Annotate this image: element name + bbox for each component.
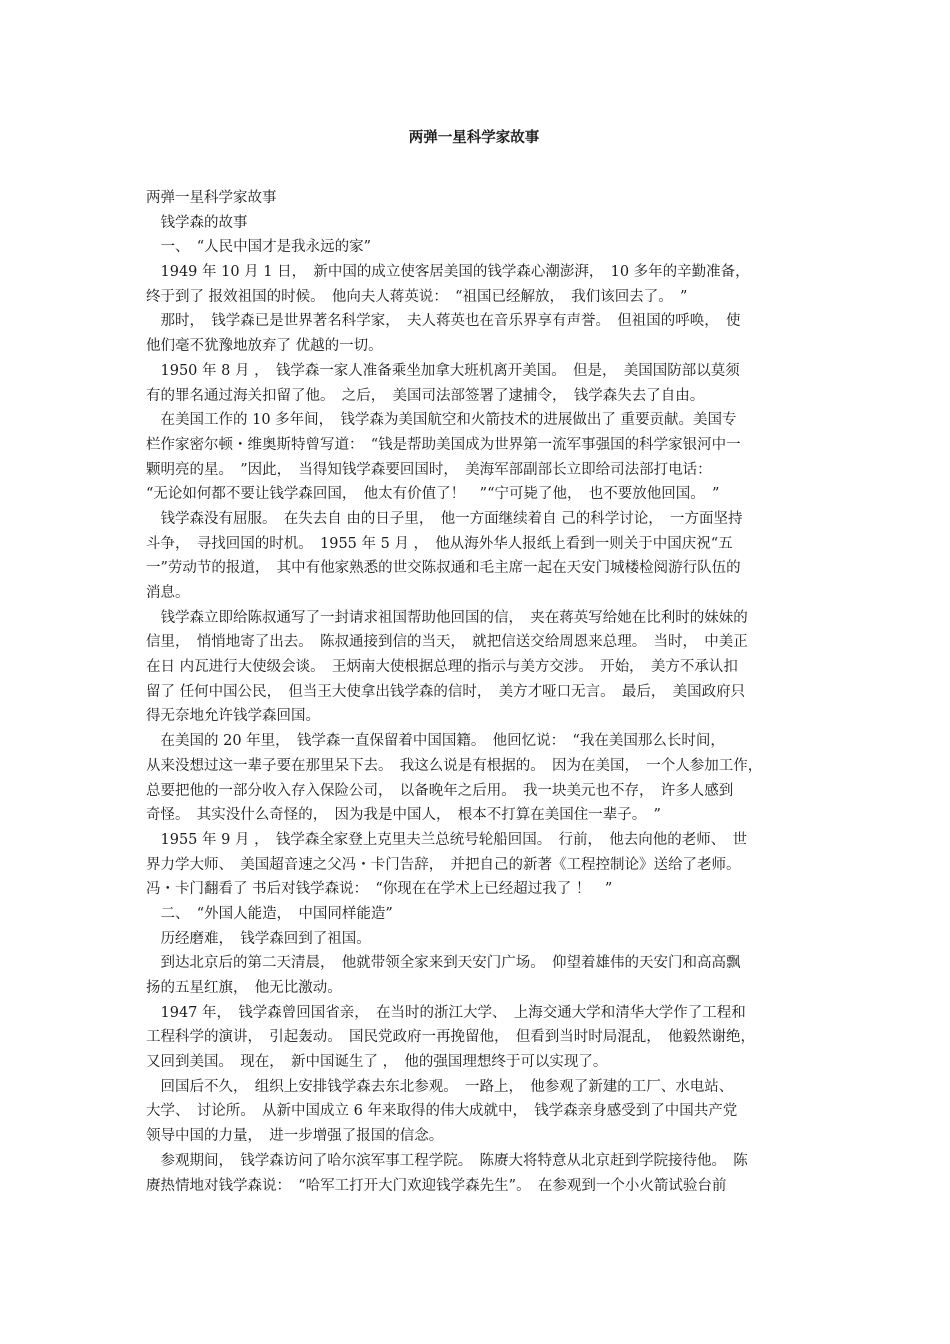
text-line: 1947 年， 钱学森曾回国省亲， 在当时的浙江大学、 上海交通大学和清华大学作了工程和 xyxy=(146,1004,746,1021)
text-line: 两弹一星科学家故事 xyxy=(146,190,277,206)
text-line: 总要把他的一部分收入存入保险公司， 以备晚年之后用。 我一块美元也不存， 许多人感到 xyxy=(146,782,734,799)
text-line: 扬的五星红旗， 他无比激动。 xyxy=(146,980,342,996)
text-line: 一”劳动节的报道， 其中有他家熟悉的世交陈叔通和毛主席一起在天安门城楼检阅游行队伍的 xyxy=(146,560,741,577)
text-line: 一、 “人民中国才是我永远的家” xyxy=(146,239,372,256)
text-line: 1949 年 10 月 1 日， 新中国的成立使客居美国的钱学森心潮澎湃， 10 多年的辛勤准备， xyxy=(146,264,750,281)
text-line: 钱学森没有屈服。 在失去自 由的日子里， 他一方面继续着自 己的科学讨论， 一方面坚持 xyxy=(146,510,743,527)
text-line: 颗明亮的星。 ”因此， 当得知钱学森要回国时， 美海军部副部长立即给司法部打电话： xyxy=(146,461,712,478)
text-line: 回国后不久， 组织上安排钱学森去东北参观。 一路上， 他参观了新建的工厂、水电站、 xyxy=(146,1078,734,1095)
text-line: 又回到美国。 现在， 新中国诞生了 ， 他的强国理想终于可以实现了。 xyxy=(146,1054,608,1071)
text-line: 参观期间， 钱学森访问了哈尔滨军事工程学院。 陈赓大将特意从北京赶到学院接待他。 陈 xyxy=(146,1152,748,1169)
text-line: 1955 年 9 月 ， 钱学森全家登上克里夫兰总统号轮船回国。 行前， 他去向他的老师、 世 xyxy=(146,831,748,848)
text-line: 在美国工作的 10 多年间， 钱学森为美国航空和火箭技术的进展做出了 重要贡献。美国专 xyxy=(146,412,737,429)
text-line: 消息。 xyxy=(146,585,190,601)
text-line: “无论如何都不要让钱学森回国， 他太有价值了！ ”“宁可毙了他， 也不要放他回国。 ” xyxy=(146,486,720,503)
text-line: 有的罪名通过海关扣留了他。 之后， 美国司法部签署了逮捕令， 钱学森失去了自由。 xyxy=(146,387,705,404)
text-line: 赓热情地对钱学森说： “哈军工打开大门欢迎钱学森先生”。 在参观到一个小火箭试验台前 xyxy=(146,1177,727,1194)
text-line: 奇怪。 其实没什么奇怪的， 因为我是中国人， 根本不打算在美国住一辈子。 ” xyxy=(146,807,661,824)
text-line: 他们毫不犹豫地放弃了 优越的一切。 xyxy=(146,338,383,355)
text-line: 工程科学的演讲， 引起轰动。 国民党政府一再挽留他， 但看到当时时局混乱， 他毅然谢绝， xyxy=(146,1029,755,1046)
text-line: 斗争， 寻找回国的时机。 1955 年 5 月 ， 他从海外华人报纸上看到一则关于中国庆祝“五 xyxy=(146,535,733,552)
document-body xyxy=(146,186,802,1198)
text-line: 钱学森的故事 xyxy=(146,214,248,231)
text-line: 到达北京后的第二天清晨， 他就带领全家来到天安门广场。 仰望着雄伟的天安门和高高飘 xyxy=(146,955,741,972)
text-line: 从来没想过这一辈子要在那里呆下去。 我这么说是有根据的。 因为在美国， 一个人参加工作， xyxy=(146,757,763,774)
page-title: 两弹一星科学家故事 xyxy=(408,129,540,146)
text-line: 历经磨难， 钱学森回到了祖国。 xyxy=(146,930,371,947)
text-line: 那时， 钱学森已是世界著名科学家， 夫人蒋英也在音乐界享有声誉。 但祖国的呼唤， 使 xyxy=(146,313,741,330)
text-line: 终于到了 报效祖国的时候。 他向夫人蒋英说： “祖国已经解放， 我们该回去了。 ” xyxy=(146,288,688,305)
text-line: 二、 “外国人能造， 中国同样能造” xyxy=(146,905,393,922)
text-line: 留了 任何中国公民， 但当王大使拿出钱学森的信时， 美方才哑口无言。 最后， 美国政府只 xyxy=(146,683,746,700)
text-line: 冯・卡门翻看了 书后对钱学森说： “你现在在学术上已经超过我了 ！ ” xyxy=(146,881,613,898)
text-line: 在美国的 20 年里， 钱学森一直保留着中国国籍。 他回忆说： “我在美国那么长时间， xyxy=(146,733,725,750)
text-line: 钱学森立即给陈叔通写了一封请求祖国帮助他回国的信， 夹在蒋英写给她在比利时的妹妹的 xyxy=(146,609,748,626)
text-line: 在日 内瓦进行大使级会谈。 王炳南大使根据总理的指示与美方交涉。 开始， 美方不承认扣 xyxy=(146,659,738,676)
text-line: 信里， 悄悄地寄了出去。 陈叔通接到信的当天， 就把信送交给周恩来总理。 当时， 中美正 xyxy=(146,634,748,651)
text-line: 大学、 讨论所。 从新中国成立 6 年来取得的伟大成就中， 钱学森亲身感受到了中国共产党 xyxy=(146,1103,738,1120)
text-line: 栏作家密尔顿・维奥斯特曾写道： “钱是帮助美国成为世界第一流军事强国的科学家银河中一 xyxy=(146,436,741,453)
text-line: 1950 年 8 月 ， 钱学森一家人准备乘坐加拿大班机离开美国。 但是， 美国国防部以莫须 xyxy=(146,362,740,379)
text-line: 界力学大师、 美国超音速之父冯・卡门告辞， 并把自己的新著《工程控制论》送给了老师。 xyxy=(146,856,741,873)
text-line: 得无奈地允许钱学森回国。 xyxy=(146,708,320,725)
text-line: 领导中国的力量， 进一步增强了报国的信念。 xyxy=(146,1128,444,1145)
